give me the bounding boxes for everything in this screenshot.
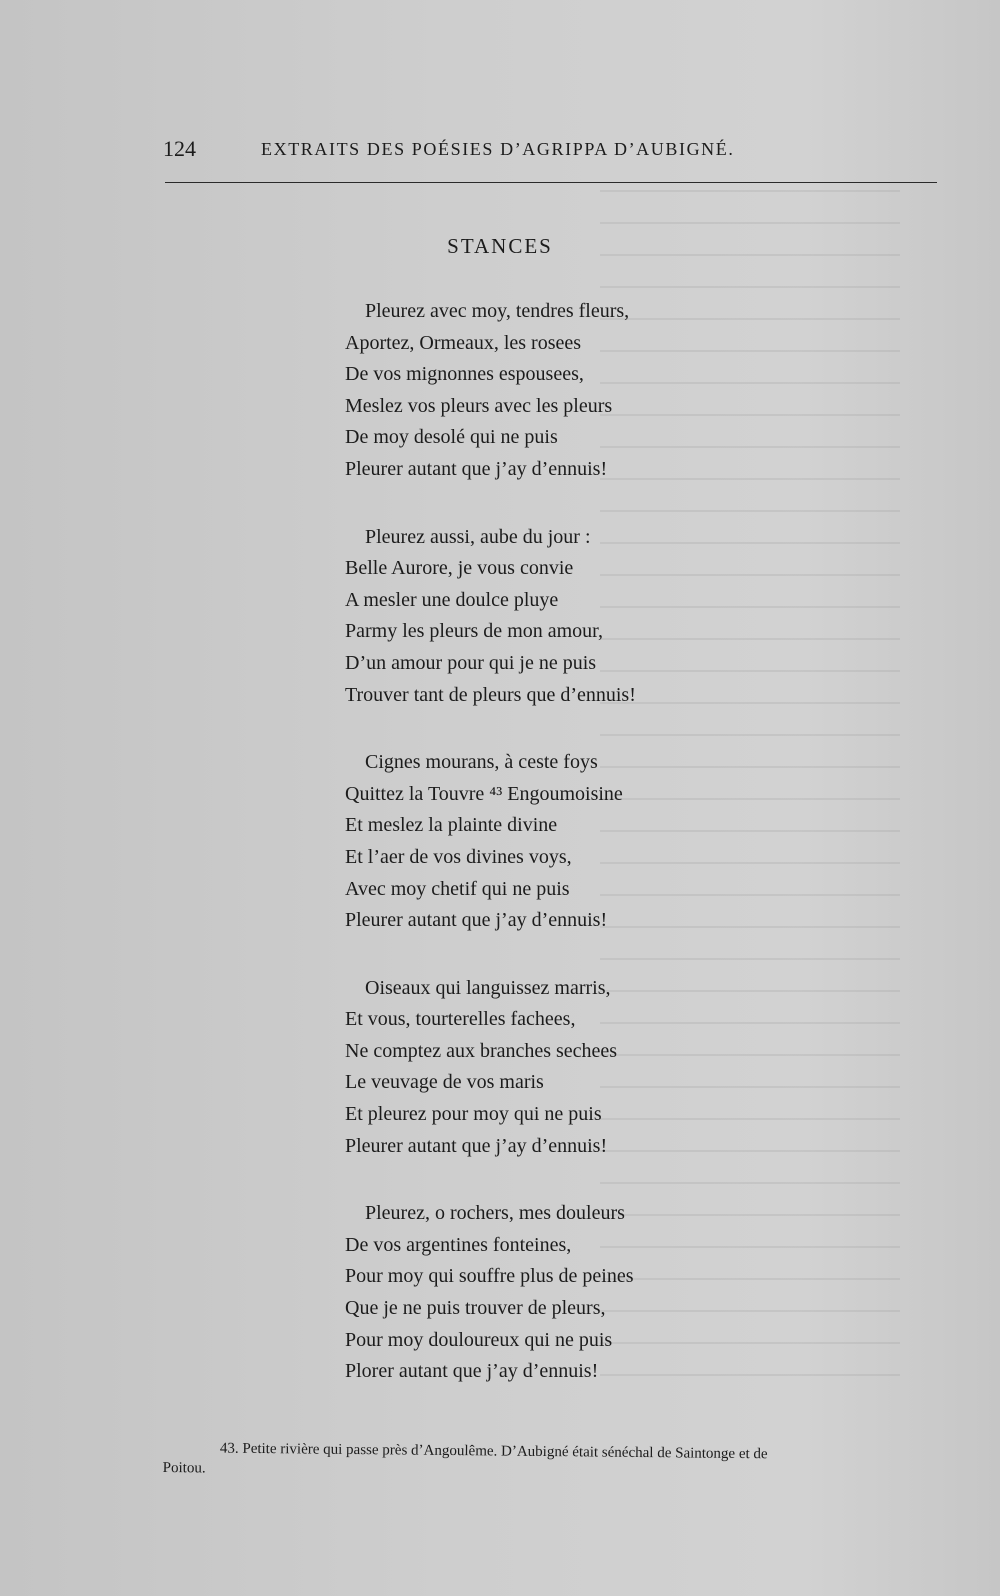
running-title: EXTRAITS DES POÉSIES D’AGRIPPA D’AUBIGNÉ. — [261, 139, 735, 159]
footnote-line: 43. Petite rivière qui passe près d’Angoulême. D’Aubigné était sénéchal de Saintonge et de — [219, 1440, 768, 1463]
verse-line: Parmy les pleurs de mon amour, — [345, 620, 604, 643]
verse-line: Aportez, Ormeaux, les rosees — [345, 331, 582, 354]
verse-line: De moy desolé qui ne puis — [345, 426, 558, 449]
footnote-line: Poitou. — [162, 1459, 206, 1477]
poem-body — [345, 296, 765, 1424]
verse-line: Oiseaux qui languissez marris, — [365, 976, 611, 999]
verse-line: Que je ne puis trouver de pleurs, — [345, 1297, 606, 1320]
page-number: 124 — [163, 136, 196, 161]
verse-line: Cignes mourans, à ceste foys — [365, 751, 598, 774]
stanza-5 — [345, 1198, 765, 1388]
verse-line: Pleurer autant que j’ay d’ennuis! — [345, 457, 608, 480]
verse-line: Belle Aurore, je vous convie — [345, 557, 574, 580]
verse-line: Pleurez avec moy, tendres fleurs, — [365, 300, 630, 322]
verse-line: De vos mignonnes espousees, — [345, 363, 584, 386]
verse-line: Et vous, tourterelles fachees, — [345, 1008, 576, 1031]
verse-line: Quittez la Touvre ⁴³ Engoumoisine — [345, 782, 623, 805]
verse-line: Pleurer autant que j’ay d’ennuis! — [345, 909, 608, 932]
verse-line: De vos argentines fonteines, — [345, 1233, 572, 1256]
verse-line: A mesler une doulce pluye — [345, 588, 559, 611]
header-rule — [165, 182, 937, 183]
verse-line: Pleurer autant que j’ay d’ennuis! — [345, 1134, 608, 1157]
stanza-1 — [345, 296, 765, 486]
verse-line: Pour moy qui souffre plus de peines — [345, 1265, 634, 1288]
footnote — [163, 1438, 943, 1486]
page-header — [163, 136, 937, 166]
verse-line: Meslez vos pleurs avec les pleurs — [345, 394, 613, 417]
verse-line: Le veuvage de vos maris — [345, 1071, 544, 1094]
verse-line: D’un amour pour qui je ne puis — [345, 651, 597, 674]
verse-line: Et l’aer de vos divines voys, — [345, 845, 572, 868]
stanza-3 — [345, 747, 765, 937]
stanza-4 — [345, 973, 765, 1163]
verse-line: Plorer autant que j’ay d’ennuis! — [345, 1360, 599, 1383]
poem-title: STANCES — [447, 234, 553, 258]
verse-line: Pour moy douloureux qui ne puis — [345, 1328, 613, 1351]
verse-line: Ne comptez aux branches sechees — [345, 1039, 618, 1062]
verse-line: Avec moy chetif qui ne puis — [345, 877, 570, 900]
verse-line: Pleurez, o rochers, mes douleurs — [365, 1202, 625, 1225]
verse-line: Et meslez la plainte divine — [345, 814, 558, 837]
verse-line: Pleurez aussi, aube du jour : — [365, 525, 591, 548]
stanza-2 — [345, 522, 765, 712]
verse-line: Trouver tant de pleurs que d’ennuis! — [345, 683, 636, 706]
verse-line: Et pleurez pour moy qui ne puis — [345, 1103, 602, 1126]
